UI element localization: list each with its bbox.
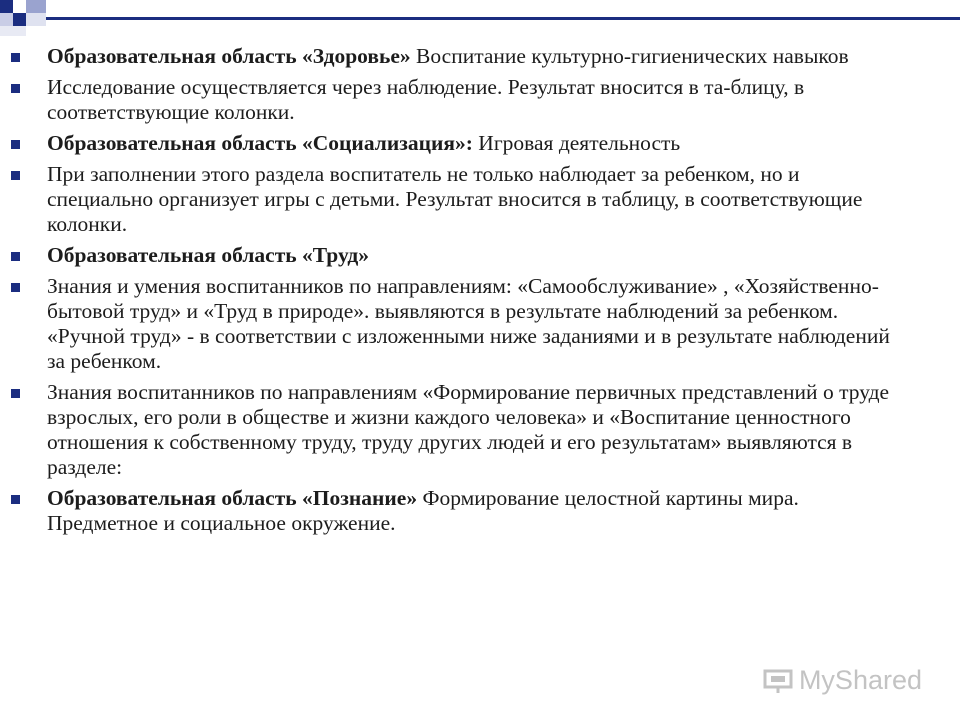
square-bullet-icon	[11, 495, 20, 504]
watermark	[763, 665, 922, 696]
presentation-icon	[763, 668, 793, 694]
bullet-text: Воспитание культурно-гигиенических навыков	[410, 44, 849, 68]
decor-square	[0, 26, 26, 36]
watermark-label: MyShared	[798, 665, 922, 695]
bullet-item	[0, 75, 960, 125]
decor-square	[13, 0, 26, 13]
bullet-item	[0, 380, 960, 480]
bullet-text: При заполнении этого раздела воспитатель не только наблюдает за ребенком, но и специально организует игры с детьми. Результат вносится в таблицу, в соответствующие колонки.	[47, 162, 863, 236]
bullet-text: Знания воспитанников по направлениям «Формирование первичных представлений о труде взрослых, его роли в обществе и жизни каждого человека» и «Воспитание ценностного отношения к собственному труду, труду других людей и его результатам» выявляются в разделе:	[47, 380, 890, 479]
decor-square	[26, 0, 46, 13]
bullet-item	[0, 44, 960, 69]
title-rule	[46, 17, 960, 20]
decor-square	[0, 13, 13, 26]
bullet-item	[0, 162, 960, 237]
bullet-list	[0, 44, 960, 536]
bullet-item	[0, 243, 960, 268]
slide-body	[0, 44, 960, 542]
bullet-text: Формирование целостной картины мира. Предметное и социальное окружение.	[47, 486, 799, 535]
decor-square	[26, 13, 46, 26]
bullet-bold: Образовательная область «Познание»	[47, 486, 418, 510]
bullet-text: Исследование осуществляется через наблюдение. Результат вносится в та-блицу, в соответствующие колонки.	[47, 75, 805, 124]
bullet-bold: Образовательная область «Труд»	[47, 243, 369, 267]
bullet-text: Знания и умения воспитанников по направлениям: «Самообслуживание» , «Хозяйственно-бытовой труд» и «Труд в природе». выявляются в результате наблюдений за ребенком. «Ручной труд» - в соответствии с изложенными ниже заданиями и в результате наблюдений за ребенком.	[47, 274, 890, 373]
square-bullet-icon	[11, 389, 20, 398]
bullet-item	[0, 486, 960, 536]
square-bullet-icon	[11, 283, 20, 292]
title-decoration	[0, 0, 960, 40]
bullet-item	[0, 274, 960, 374]
decor-square	[13, 13, 26, 26]
square-bullet-icon	[11, 171, 20, 180]
square-bullet-icon	[11, 84, 20, 93]
decor-square	[0, 0, 13, 13]
bullet-bold: Образовательная область «Здоровье»	[47, 44, 411, 68]
bullet-item	[0, 131, 960, 156]
square-bullet-icon	[11, 140, 20, 149]
square-bullet-icon	[11, 252, 20, 261]
bullet-bold: Образовательная область «Социализация»:	[47, 131, 473, 155]
square-bullet-icon	[11, 53, 20, 62]
bullet-text: Игровая деятельность	[472, 131, 681, 155]
